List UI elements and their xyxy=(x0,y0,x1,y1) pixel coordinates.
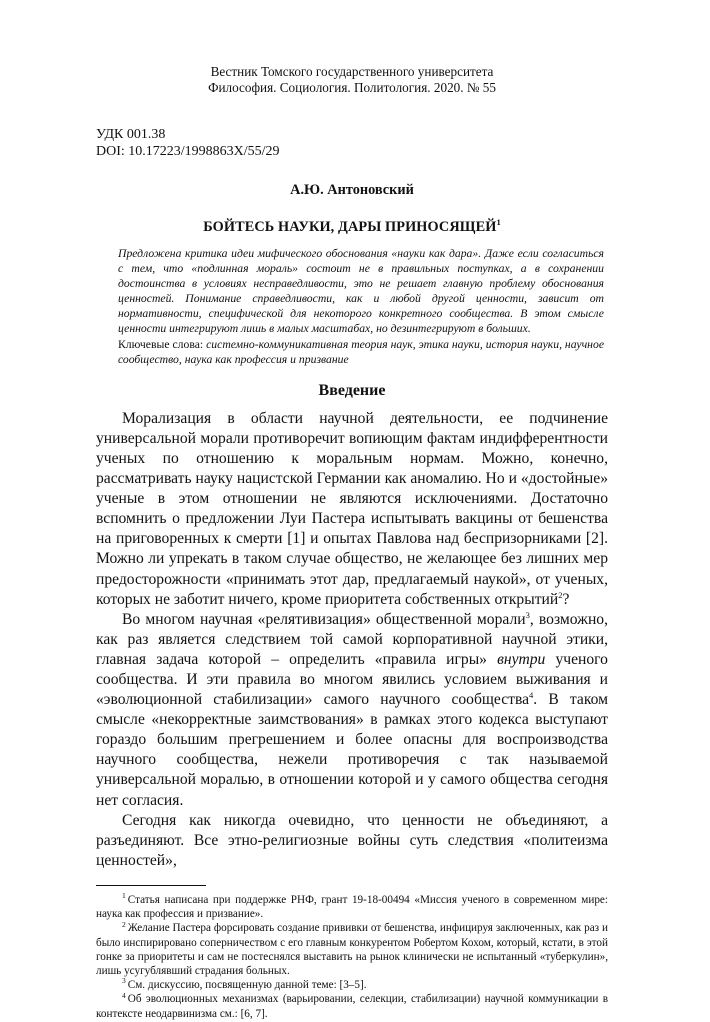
article-title xyxy=(96,219,608,236)
footnote-number: 2 xyxy=(122,919,126,929)
footnote-text: Статья написана при поддержке РНФ, грант 19-18-00494 «Миссия ученого в современном мире: наука как профессия и призвание». xyxy=(96,893,608,921)
footnotes xyxy=(96,893,608,1021)
paragraph-1-text: Морализация в области научной деятельности, ее подчинение универсальной морали противоречит вопиющим фактам индифферентности ученых по отношению к моральным нормам. Можно, конечно, рассматривать науку нацистской Германии как аномалию. Но и «достойные» ученые в этом отношении не являются исключениями. Достаточно вспомнить о предложении Луи Пастера испытывать вакцины от бешенства на приговоренных к смерти [1] и опытах Павлова над беспризорниками [2]. Можно ли упрекать в таком случае общество, не желающее без лишних мер предосторожности «принимать этот дар, предлагаемый наукой», от ученых, которых не заботит ничего, кроме приоритета собственных открытий xyxy=(96,409,608,608)
doi: DOI: 10.17223/1998863X/55/29 xyxy=(96,144,280,159)
title-footnote-mark: 1 xyxy=(496,217,501,228)
footnote-2 xyxy=(96,921,608,978)
footnote-1 xyxy=(96,893,608,921)
article-page xyxy=(96,64,608,1021)
footnote-text: Желание Пастера форсировать создание прививки от бешенства, инфицируя заключенных, как раз и было инспирировано соперничеством с его главным конкурентом Робертом Кохом, который, кстати, в этой гонке за приоритеты и сам не постеснялся выставить на рынок клинически не испытанный «туберкулин», лишь усугублявший страдания больных. xyxy=(96,922,608,977)
journal-name: Вестник Томского государственного университета xyxy=(210,64,494,79)
footnote-number: 4 xyxy=(122,990,126,1000)
udk-code: УДК 001.38 xyxy=(96,127,166,142)
author-name: А.Ю. Антоновский xyxy=(290,182,414,198)
paragraph-2-text-b: , возможно, как раз является следствием той самой корпоративной научной этики, главная задача которой – определить «правила игры» xyxy=(96,610,608,668)
paragraph-2-text-a: Во многом научная «релятивизация» общественной морали xyxy=(122,610,526,628)
footnote-text: Об эволюционных механизмах (варьировании, селекции, стабилизации) научной коммуникации в контексте неодарвинизма см.: [6, 7]. xyxy=(96,993,608,1020)
body-paragraph-2 xyxy=(96,610,608,811)
footnote-number: 1 xyxy=(122,891,126,901)
footnote-text: См. дискуссию, посвященную данной теме: [3–5]. xyxy=(127,979,367,992)
body-paragraph-1 xyxy=(96,409,608,610)
abstract-block xyxy=(118,246,604,367)
paragraph-2-emphasis: внутри xyxy=(497,650,546,668)
keywords-values: системно-коммуникативная теория наук, этика науки, история науки, научное сообщество, наука как профессия и призвание xyxy=(118,337,605,366)
keywords-label: Ключевые слова: xyxy=(118,337,204,351)
paragraph-1-end: ? xyxy=(562,590,570,608)
footnote-4 xyxy=(96,992,608,1020)
section-heading: Введение xyxy=(318,381,386,399)
journal-issue: Философия. Социология. Политология. 2020. № 55 xyxy=(208,80,496,95)
journal-header xyxy=(96,64,608,96)
footnote-ref-2: 2 xyxy=(558,589,563,600)
footnote-number: 3 xyxy=(122,976,126,986)
footnote-3 xyxy=(96,978,608,992)
article-title-text: БОЙТЕСЬ НАУКИ, ДАРЫ ПРИНОСЯЩЕЙ xyxy=(203,219,497,235)
paragraph-2-text-d: . В таком смысле «некорректные заимствования» в рамках этого кодекса выступают гораздо большим прегрешением и более опасны для воспроизводства научного сообщества, нежели противоречия с так называемой универсальной моралью, в отношении которой и у самого общества сегодня нет согласия. xyxy=(96,691,608,809)
paragraph-2-text-c: ученого сообщества. И эти правила во многом явились условием выживания и «эволюционной стабилизации» самого научного сообщества xyxy=(96,650,608,709)
keywords xyxy=(118,337,604,367)
footnote-ref-4: 4 xyxy=(529,689,534,700)
footnote-ref-3: 3 xyxy=(525,609,530,620)
article-meta xyxy=(96,126,608,160)
abstract: Предложена критика идеи мифического обоснования «науки как дара». Даже если согласиться с тем, что «подлинная мораль» состоит не в правильных поступках, а в сохранении достоинства в условиях несправедливости, это не решает главную проблему обоснования ценностей. Понимание справедливости, как и любой другой ценности, зависит от нормативности, специфической для некоторого конкретного сообщества. В этом смысле ценности интегрируют лишь в малых масштабах, но дезинтегрируют в больших. xyxy=(118,247,604,336)
body-paragraph-3: Сегодня как никогда очевидно, что ценности не объединяют, а разъединяют. Все этно-религиозные войны суть следствия «политеизма ценностей», xyxy=(96,811,608,869)
footnote-divider xyxy=(96,885,206,886)
